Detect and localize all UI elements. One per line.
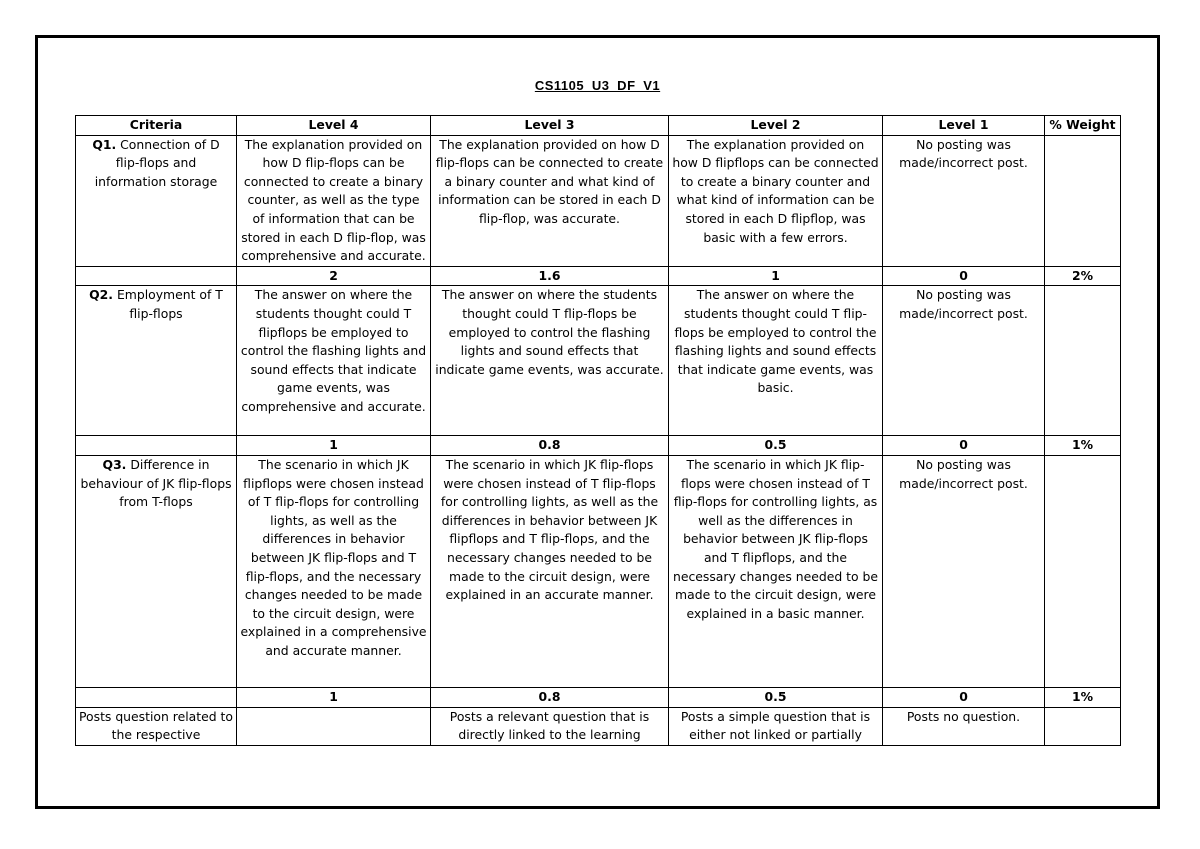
document-title: CS1105_U3_DF_V1 [534, 78, 661, 93]
score-level-4: 1 [237, 436, 431, 456]
page-frame [35, 35, 1160, 809]
header-level-4: Level 4 [237, 116, 431, 136]
score-row [76, 436, 1121, 456]
header-weight: % Weight [1045, 116, 1121, 136]
score-weight: 2% [1045, 266, 1121, 286]
score-level-1: 0 [883, 266, 1045, 286]
score-level-4: 1 [237, 687, 431, 707]
score-cell [76, 436, 237, 456]
criterion-cell [76, 707, 237, 745]
criterion-cell [76, 455, 237, 687]
level-1-descriptor: No posting was made/incorrect post. [883, 455, 1045, 687]
header-level-3: Level 3 [431, 116, 669, 136]
level-4-descriptor [237, 707, 431, 745]
level-3-descriptor: The scenario in which JK flip-flops were chosen instead of T flip-flops for controlling lights, as well as the differences in behavior between JK flipflops and T flip-flops, and the necessary changes needed to be made to the circuit design, were explained in an accurate manner. [431, 455, 669, 687]
level-1-descriptor: No posting was made/incorrect post. [883, 135, 1045, 266]
weight-cell [1045, 135, 1121, 266]
level-4-descriptor: The scenario in which JK flipflops were chosen instead of T flip-flops for controlling lights, as well as the differences in behavior between JK flip-flops and T flip-flops, and the necessary changes needed to be made to the circuit design, were explained in a comprehensive and accurate manner. [237, 455, 431, 687]
header-criteria: Criteria [76, 116, 237, 136]
weight-cell [1045, 286, 1121, 436]
header-level-2: Level 2 [669, 116, 883, 136]
level-4-descriptor: The answer on where the students thought could T flipflops be employed to control the flashing lights and sound effects that indicate game events, was comprehensive and accurate. [237, 286, 431, 436]
score-level-1: 0 [883, 687, 1045, 707]
header-row [76, 116, 1121, 136]
level-2-descriptor: Posts a simple question that is either not linked or partially [669, 707, 883, 745]
criterion-text: Employment of T flip-flops [113, 287, 223, 321]
level-4-descriptor: The explanation provided on how D flip-flops can be connected to create a binary counter, as well as the type of information that can be stored in each D flip-flop, was comprehensive and accurate. [237, 135, 431, 266]
question-number: Q3. [102, 456, 127, 472]
score-weight: 1% [1045, 436, 1121, 456]
score-level-2: 0.5 [669, 687, 883, 707]
header-level-1: Level 1 [883, 116, 1045, 136]
level-3-descriptor: The explanation provided on how D flip-flops can be connected to create a binary counter and what kind of information can be stored in each D flip-flop, was accurate. [431, 135, 669, 266]
weight-cell [1045, 455, 1121, 687]
level-2-descriptor: The scenario in which JK flip-flops were chosen instead of T flip-flops for controlling lights, as well as the differences in behavior between JK flip-flops and T flipflops, and the necessary changes needed to be made to the circuit design, were explained in a basic manner. [669, 455, 883, 687]
criterion-cell [76, 286, 237, 436]
score-level-2: 1 [669, 266, 883, 286]
level-1-descriptor: Posts no question. [883, 707, 1045, 745]
level-1-descriptor: No posting was made/incorrect post. [883, 286, 1045, 436]
criterion-row-posts [76, 707, 1121, 745]
score-level-3: 1.6 [431, 266, 669, 286]
score-level-3: 0.8 [431, 436, 669, 456]
criterion-text: Difference in behaviour of JK flip-flops from T-flops [80, 456, 232, 510]
criterion-row-q2 [76, 286, 1121, 436]
score-level-2: 0.5 [669, 436, 883, 456]
weight-cell [1045, 707, 1121, 745]
level-3-descriptor: The answer on where the students thought could T flip-flops be employed to control the flashing lights and sound effects that indicate game events, was accurate. [431, 286, 669, 436]
score-cell [76, 687, 237, 707]
criterion-row-q3 [76, 455, 1121, 687]
score-level-4: 2 [237, 266, 431, 286]
question-number: Q1. [92, 136, 117, 152]
rubric-table [75, 115, 1121, 746]
level-3-descriptor: Posts a relevant question that is directly linked to the learning [431, 707, 669, 745]
score-level-1: 0 [883, 436, 1045, 456]
score-row [76, 266, 1121, 286]
level-2-descriptor: The explanation provided on how D flipflops can be connected to create a binary counter and what kind of information can be stored in each D flipflop, was basic with a few errors. [669, 135, 883, 266]
criterion-row-q1 [76, 135, 1121, 266]
criterion-text: Connection of D flip-flops and information storage [94, 136, 220, 189]
score-weight: 1% [1045, 687, 1121, 707]
criterion-cell [76, 135, 237, 266]
score-cell [76, 266, 237, 286]
level-2-descriptor: The answer on where the students thought could T flip-flops be employed to control the flashing lights and sound effects that indicate game events, was basic. [669, 286, 883, 436]
criterion-text: Posts question related to the respective [79, 708, 233, 743]
score-row [76, 687, 1121, 707]
score-level-3: 0.8 [431, 687, 669, 707]
question-number: Q2. [89, 287, 113, 303]
